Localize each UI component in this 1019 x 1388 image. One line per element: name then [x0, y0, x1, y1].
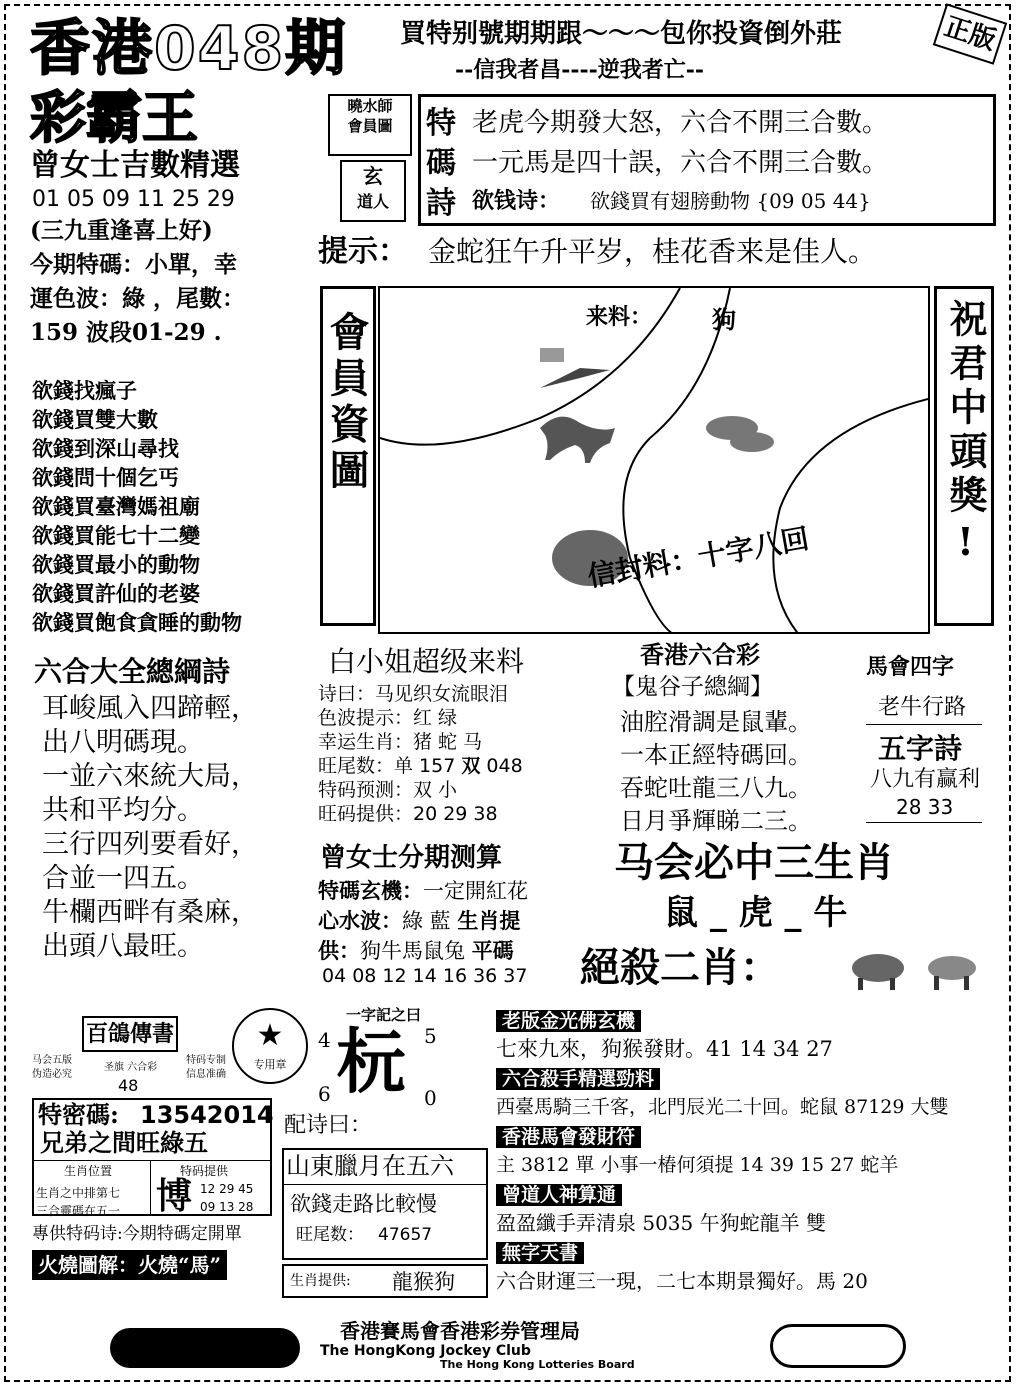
riddle-list	[32, 376, 242, 637]
list-item: 出八明碼現。	[42, 727, 204, 758]
mahui-divider	[866, 822, 982, 823]
list-item: 09 13 28	[200, 1200, 254, 1214]
bai-xuan	[318, 876, 528, 966]
guigu-banner: 马会必中三生肖	[614, 840, 894, 886]
list-item: 三行四列要看好，	[42, 829, 258, 860]
list-item: 日月爭輝睇二三。	[620, 807, 812, 835]
footer-en1: The HongKong Jockey Club	[320, 1343, 531, 1359]
code-value: 13542014	[140, 1101, 274, 1129]
list-item: 信息准确	[186, 1069, 226, 1080]
code-divider	[32, 1160, 272, 1161]
mid-tail-label: 旺尾数：	[296, 1225, 364, 1245]
list-item: 伪造必究	[32, 1069, 72, 1080]
list-item: 出頭八最旺。	[42, 931, 204, 962]
list-item	[318, 936, 528, 966]
bai-wave-value: 綠 藍	[402, 909, 458, 933]
list-item: 油腔滑調是鼠輩。	[620, 708, 812, 736]
left-info-line: 159 波段01-29 .	[30, 319, 222, 346]
list-item	[496, 1240, 1002, 1298]
mahui-title: 馬會四字	[866, 655, 955, 680]
pig-icon	[852, 954, 904, 990]
list-item: 一本正經特碼回。	[620, 741, 812, 769]
code-divider	[150, 1160, 151, 1216]
special-label-char: 特	[426, 106, 456, 141]
left-numbers: 01 05 09 11 25 29	[32, 187, 235, 212]
bai-supply-label: 供：	[318, 938, 360, 963]
bai-xuan-value: 一定開紅花	[423, 879, 528, 903]
left-info-line: 今期特碼：小單，幸	[30, 251, 237, 278]
mid-divider	[282, 1184, 488, 1185]
section-text: 西臺馬騎三千客，北門辰光二十回。蛇鼠 87129 大雙	[496, 1096, 949, 1118]
bai-title: 白小姐超级来料	[328, 645, 525, 678]
mahui-four: 老牛行路	[878, 695, 967, 720]
section-title: 曾道人神算通	[496, 1184, 622, 1206]
bai-supply-value: 狗牛馬鼠兔	[360, 939, 472, 963]
picture-left-side	[320, 286, 376, 626]
bai-flat-numbers: 04 08 12 14 16 36 37	[322, 965, 528, 987]
supply-title: 特码提供	[180, 1164, 229, 1178]
poem-left	[42, 692, 258, 964]
section-title: 六合殺手精選勁料	[496, 1068, 660, 1090]
left-note: (三九重逢喜上好)	[30, 217, 213, 244]
footer-en2: The Hong Kong Lotteries Board	[440, 1358, 635, 1371]
list-item: 欲錢買飽食貪睡的動物	[32, 610, 242, 635]
list-item: 牛欄西畔有桑麻，	[42, 897, 258, 928]
list-item: 欲錢到深山尋找	[32, 436, 179, 461]
daoren-logo	[340, 160, 406, 222]
mid-shandong: 山東臘月在五六	[286, 1152, 454, 1180]
money-poem-label: 欲钱诗：	[472, 188, 561, 214]
num-48: 48	[118, 1076, 139, 1095]
poem-left-title: 六合大全總綱詩	[34, 655, 231, 688]
guigu-lines	[620, 706, 812, 838]
list-item: 吞蛇吐龍三八九。	[620, 774, 812, 802]
bai-subtitle: 曾女士分期测算	[320, 843, 503, 873]
member-logo-line: 曉水師	[347, 97, 393, 115]
member-logo-line: 會員圖	[347, 117, 393, 135]
list-item	[496, 1008, 1002, 1066]
star-icon: ★	[256, 1018, 284, 1053]
mid-peishi: 配诗曰：	[284, 1113, 373, 1138]
left-info	[30, 248, 245, 350]
big-char: 博	[156, 1175, 193, 1217]
picture-left-text: 會員資圖	[323, 311, 370, 495]
mid-n0: 0	[424, 1086, 437, 1110]
section-text: 盈盈纖手弄清泉 5035 午狗蛇龍羊 雙	[496, 1211, 826, 1235]
left-section-title: 曾女士吉數精選	[30, 148, 240, 183]
mid-zodiac-label: 生肖提供:	[290, 1273, 351, 1289]
supply-lines	[200, 1180, 253, 1216]
money-poem: 欲錢買有翅膀動物 {09 05 44}	[590, 189, 871, 213]
special-line-2: 一元馬是四十誤，六合不開三合數。	[472, 148, 889, 178]
baige-small-right	[186, 1054, 226, 1082]
list-item: 欲錢買雙大數	[32, 407, 158, 432]
special-label	[426, 104, 456, 224]
baige-small	[32, 1054, 72, 1082]
list-item	[496, 1124, 1002, 1182]
list-item: 特码专制	[186, 1055, 226, 1066]
section-title: 香港馬會發財符	[496, 1126, 641, 1148]
right-sections	[496, 1008, 1002, 1298]
kill-title: 絕殺二肖：	[580, 945, 780, 991]
picture-tag-top: 来料：	[586, 304, 653, 330]
mid-n5: 5	[424, 1024, 437, 1048]
list-item: 欲錢買臺灣媽祖廟	[32, 494, 200, 519]
list-item: 欲錢買許仙的老婆	[32, 581, 200, 606]
seal	[232, 1008, 308, 1084]
picture-right-text: 祝君中頭獎!	[943, 299, 988, 570]
list-item: 欲錢買能七十二變	[32, 523, 200, 548]
bai-wave-label: 心水波：	[318, 908, 402, 933]
code-label: 特密碼:	[38, 1100, 119, 1129]
tiger-icon	[928, 956, 976, 990]
animal-icons	[844, 942, 984, 994]
guigu-sub: 【鬼谷子總綱】	[612, 674, 773, 700]
list-item: 耳峻風入四蹄輕，	[42, 693, 258, 724]
bai-tail-bold: 双	[461, 755, 481, 777]
footer-cn: 香港賽馬會香港彩券管理局	[340, 1319, 580, 1343]
mid-walk: 欲錢走路比較慢	[290, 1192, 437, 1216]
bai-zodiac-label: 生肖提	[457, 908, 521, 933]
section-title: 老版金光佛玄機	[496, 1010, 641, 1032]
baige-box: 百鴿傳書	[82, 1016, 178, 1052]
bai-tail-value: 048	[480, 755, 523, 777]
genuine-stamp: 正版	[933, 3, 1007, 65]
seal-text: 专用章	[253, 1058, 287, 1071]
section-title: 無字天書	[496, 1242, 584, 1264]
fire-banner: 火燒圖解：火燒“馬”	[32, 1250, 227, 1280]
daoren-logo-line: 道人	[356, 192, 389, 211]
list-item: 共和平均分。	[42, 795, 204, 826]
picture-right-side	[934, 286, 994, 626]
footer-logo-right	[770, 1324, 906, 1368]
footer-logo-left	[110, 1328, 300, 1368]
bai-flat-label: 平碼	[471, 938, 514, 963]
brand-title: 彩霸王	[30, 86, 198, 151]
baige-small-mid: 圣旗 六合彩	[104, 1062, 158, 1073]
brothers-line: 兄弟之間旺綠五	[40, 1128, 208, 1157]
list-item: 诗曰：马见织女流眼泪	[318, 683, 509, 705]
list-item: 特码预测：双 小	[318, 779, 458, 801]
hint-label: 提示：	[318, 234, 408, 269]
mid-n6: 6	[318, 1082, 331, 1106]
daoren-logo-line: 玄	[363, 164, 383, 188]
mid-char: 杬	[336, 1020, 406, 1103]
list-item: 欲錢買最小的動物	[32, 552, 200, 577]
list-item: 旺码提供：20 29 38	[318, 803, 498, 825]
mid-title: 一字記之曰	[346, 1006, 422, 1024]
member-logo	[328, 94, 412, 156]
mahui-divider	[866, 724, 982, 725]
picture-tag-bottom: 信封料：十字八回	[585, 521, 812, 594]
list-item: 幸运生肖：猪 蛇 马	[318, 731, 483, 753]
poem-line: 專供特码诗:今期特碼定開單	[32, 1224, 242, 1244]
hint-text: 金蛇狂午升平岁，桂花香来是佳人。	[428, 235, 877, 268]
picture-tag-top-value: 狗	[712, 305, 736, 334]
bai-xuan-label: 特碼玄機：	[318, 878, 423, 903]
guigu-title: 香港六合彩	[640, 641, 760, 669]
pos-lines	[36, 1184, 120, 1220]
list-item: 生肖之中排第七	[36, 1186, 121, 1200]
guigu-zodiac: 鼠 _ 虎 _ 牛	[664, 893, 848, 933]
header-slogan: 買特别號期期跟～～～包你投資倒外莊	[400, 19, 843, 49]
mahui-five-title: 五字詩	[878, 732, 963, 765]
list-item: 三合靈碼在五一	[36, 1204, 121, 1218]
special-label-char: 碼	[426, 146, 456, 181]
list-item	[318, 754, 523, 778]
bai-lines	[318, 682, 523, 826]
bai-tail-label: 旺尾数：单 157	[318, 755, 462, 777]
list-item: 马会五版	[32, 1055, 72, 1066]
section-text: 七來九來，狗猴發財。41 14 34 27	[496, 1037, 833, 1061]
mid-zodiac-value: 龍猴狗	[392, 1270, 455, 1294]
mid-n4: 4	[318, 1028, 331, 1052]
list-item: 欲錢找瘋子	[32, 378, 137, 403]
list-item	[318, 906, 528, 936]
list-item: 12 29 45	[200, 1182, 254, 1196]
list-item: 一並六來統大局，	[42, 761, 258, 792]
section-text: 六合財運三一現，二七本期景獨好。馬 20	[496, 1269, 868, 1293]
list-item	[318, 876, 528, 906]
header-subslogan: --信我者昌----逆我者亡--	[455, 57, 705, 83]
page-title: 香港048期	[30, 14, 348, 84]
left-info-line: 運色波：綠 ，尾數：	[30, 285, 246, 312]
mahui-five: 八九有赢利	[870, 767, 981, 792]
section-text: 主 3812 單 小事一椿何須提 14 39 15 27 蛇羊	[496, 1154, 899, 1176]
pos-title: 生肖位置	[64, 1164, 113, 1178]
mid-tail-value: 47657	[378, 1225, 433, 1245]
mahui-numbers: 28 33	[896, 795, 954, 819]
list-item	[496, 1066, 1002, 1124]
list-item	[496, 1182, 1002, 1240]
special-line-1: 老虎今期發大怒，六合不開三合數。	[472, 108, 889, 138]
list-item: 色波提示：红 绿	[318, 707, 458, 729]
list-item: 合並一四五。	[42, 863, 204, 894]
list-item: 欲錢問十個乞丐	[32, 465, 179, 490]
special-label-char: 詩	[426, 186, 456, 221]
